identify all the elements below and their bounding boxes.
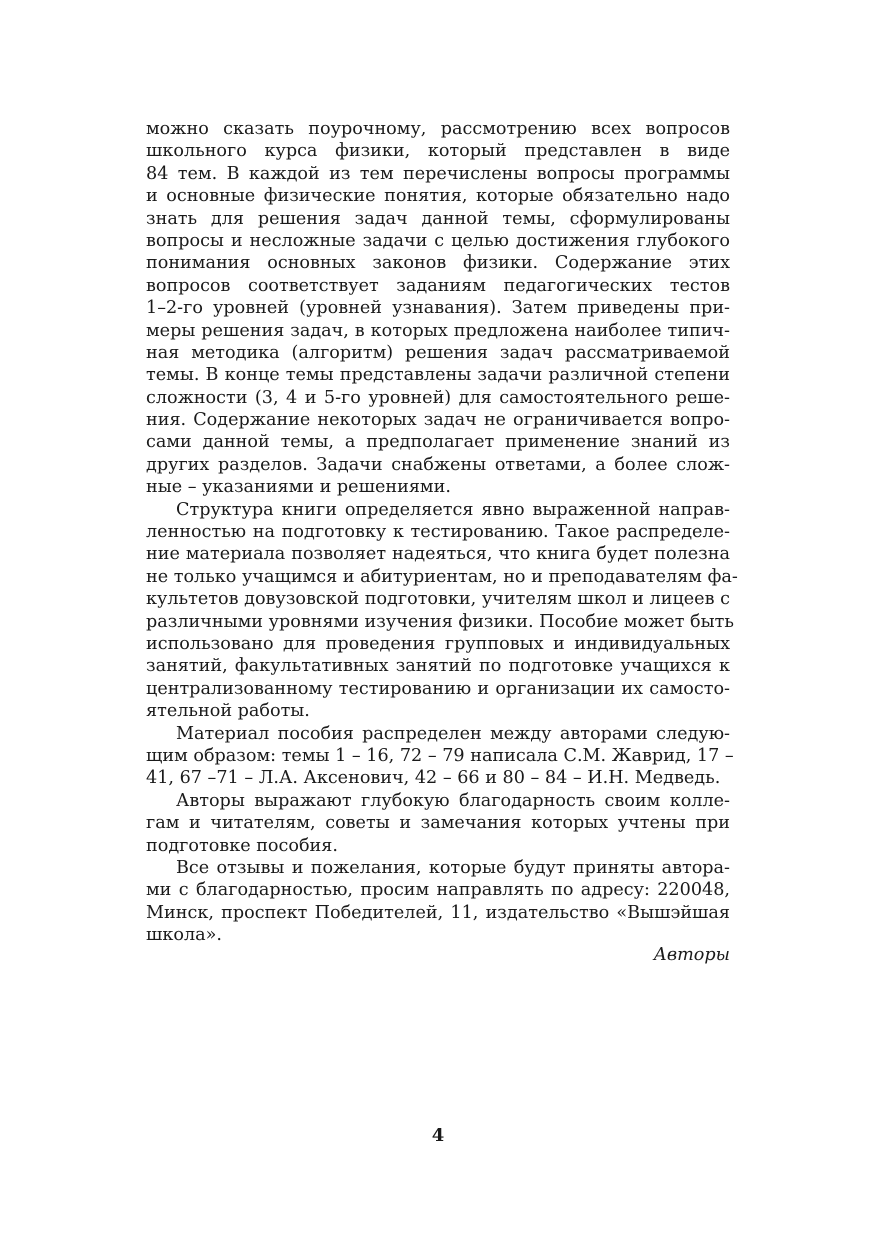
text-line: школьного курса физики, который представлен в виде [146,141,730,162]
paragraph-intro-continued [146,118,730,499]
text-line: и основные физические понятия, которые обязательно надо [146,186,730,207]
authors-signature: Авторы [653,945,730,965]
text-line: ми с благодарностью, просим направлять по адресу: 220048, [146,880,730,901]
text-line: различными уровнями изучения физики. Пособие может быть [146,611,734,632]
text-line: других разделов. Задачи снабжены ответами, а более слож- [146,454,730,475]
text-line: темы. В конце темы представлены задачи различной степени [146,365,730,386]
text-line: Материал пособия распределен между авторами следую- [176,723,730,744]
text-line: централизованному тестированию и организации их самосто- [146,678,730,699]
text-line: ние материала позволяет надеяться, что книга будет полезна [146,544,730,565]
text-line: Авторы выражают глубокую благодарность своим колле- [176,790,730,811]
text-line: использовано для проведения групповых и индивидуальных [146,633,730,654]
text-line: гам и читателям, советы и замечания которых учтены при [146,813,730,834]
text-line: ленностью на подготовку к тестированию. Такое распределе- [146,522,730,543]
text-line: Все отзывы и пожелания, которые будут приняты автора- [176,857,730,878]
text-line: 1–2-го уровней (уровней узнавания). Затем приведены при- [146,298,730,319]
text-line: можно сказать поурочному, рассмотрению всех вопросов [146,119,730,139]
text-line: 41, 67 –71 – Л.А. Аксенович, 42 – 66 и 80 – 84 – И.Н. Медведь. [146,768,721,789]
text-line: вопросы и несложные задачи с целью достижения глубокого [146,230,730,251]
text-line: понимания основных законов физики. Содержание этих [146,253,730,274]
text-line: щим образом: темы 1 – 16, 72 – 79 написала С.М. Жаврид, 17 – [146,745,734,766]
page-number: 4 [431,1125,445,1146]
paragraph-structure [146,499,738,723]
text-line: Минск, проспект Победителей, 11, издательство «Вышэйшая [146,902,730,923]
text-line: меры решения задач, в которых предложена наиболее типич- [146,320,730,341]
body-text [146,118,738,946]
text-line: ные – указаниями и решениями. [146,477,451,498]
paragraph-acknowledgements [146,790,730,857]
paragraph-contact [146,857,730,947]
text-line: сами данной темы, а предполагает применение знаний из [146,432,730,453]
text-line: Структура книги определяется явно выраженной направ- [176,499,730,520]
text-line: ятельной работы. [146,701,310,722]
text-line: 84 тем. В каждой из тем перечислены вопросы программы [146,163,730,184]
text-line: ния. Содержание некоторых задач не ограничивается вопро- [146,410,730,431]
text-line: занятий, факультативных занятий по подготовке учащихся к [146,656,730,677]
text-line: культетов довузовской подготовки, учителям школ и лицеев с [146,589,730,610]
text-line: сложности (3, 4 и 5-го уровней) для самостоятельного реше- [146,387,730,408]
text-line: школа». [146,925,222,946]
text-line: ная методика (алгоритм) решения задач рассматриваемой [146,342,730,363]
text-line: вопросов соответствует заданиям педагогических тестов [146,275,730,296]
text-line: подготовке пособия. [146,835,338,856]
paragraph-authorship [146,723,734,790]
text-line: не только учащимся и абитуриентам, но и преподавателям фа- [146,566,738,587]
text-line: знать для решения задач данной темы, сформулированы [146,208,730,229]
